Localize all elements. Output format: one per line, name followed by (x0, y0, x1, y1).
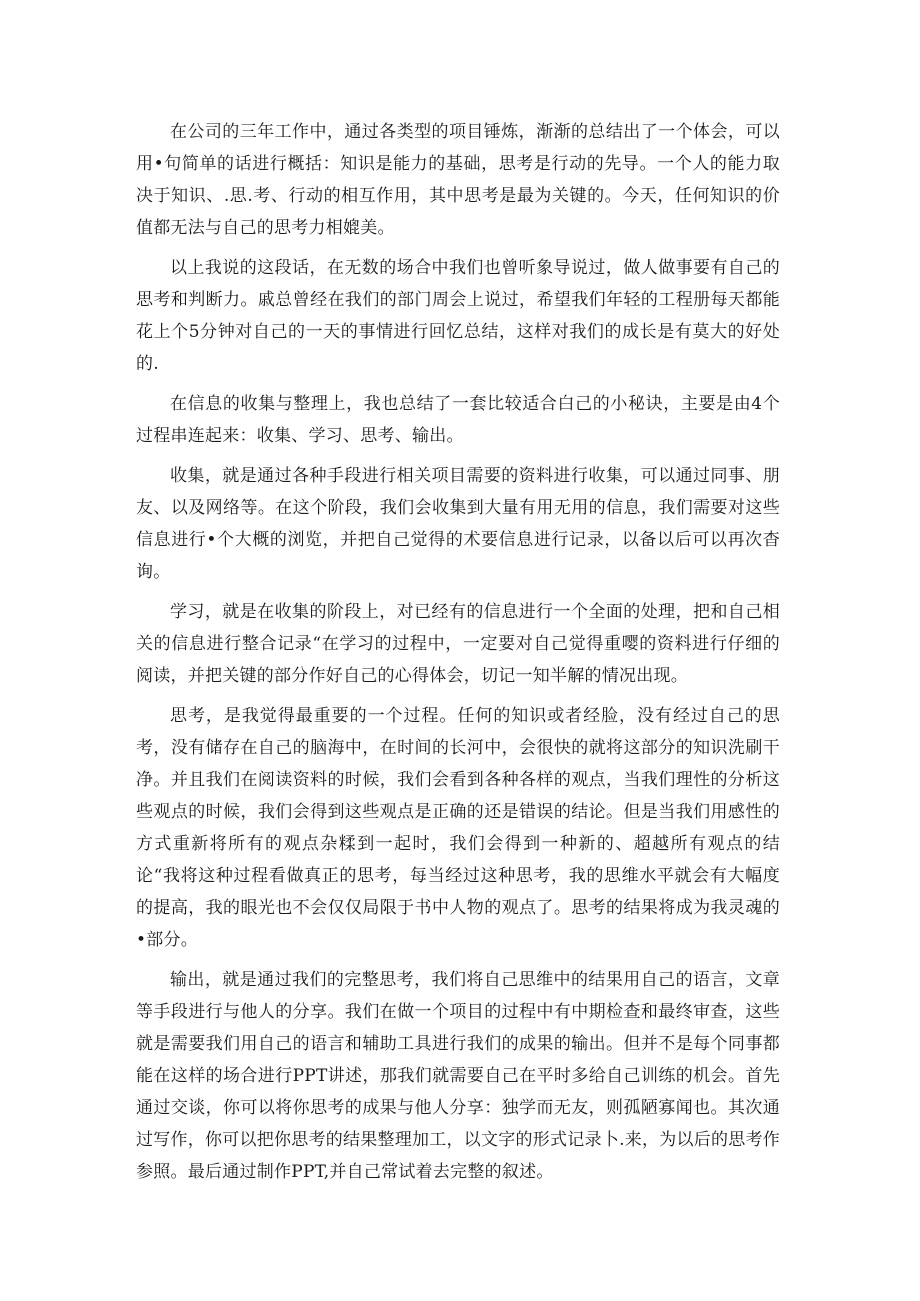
paragraph-collect: 收集，就是通过各种手段进行相关项目需要的资料进行收集，可以通过同事、朋友、以及网络等。在这个阶段，我们会收集到大量有用无用的信息，我们需要对这些信息进行•个大概的浏览，并把自己觉得的术要信息进行记录，以备以后可以再次杳询。 (136, 466, 780, 582)
paragraph-think: 思考，是我觉得最重要的一个过程。任何的知识或者经脸，没有经过自己的思考，没有储存在自己的脑海中，在时间的长河中，会很快的就将这部分的知识洗刷干净。并且我们在阅读资料的时候，我们会看到各种各样的观点，当我们理性的分析这些观点的时候，我们会得到这些观点是正确的还是错误的结论。但是当我们用感性的方式重新将所有的观点杂糅到一起时，我们会得到一种新的、超越所有观点的结论“我将这种过程看做真正的思考，每当经过这种思考，我的思维水平就会有大幅度的提高，我的眼光也不会仅仅局限于书中人物的观点了。思考的结果将成为我灵魂的•部分。 (136, 706, 780, 950)
paragraph-method-overview: 在信息的收集与整理上，我也总结了一套比较适合白己的小秘诀，主要是由4个过程串连起来：收集、学习、思考、输出。 (136, 394, 780, 446)
paragraph-leadership-advice: 以上我说的这段话，在无数的场合中我们也曾听象导说过，做人做事要有自己的思考和判断力。戚总曾经在我们的部门周会上说过，希望我们年轻的工程册每天都能花上个5分钟对自己的一天的事情进行回忆总结，这样对我们的成长是有莫大的好处的. (136, 258, 780, 374)
paragraph-output: 输出，就是通过我们的完整思考，我们将自己思维中的结果用自己的语言，文章等手段进行与他人的分享。我们在做一个项目的过程中有中期检查和最终审查，这些就是需要我们用自己的语言和辅助工具进行我们的成果的输出。但并不是每个同事都能在这样的场合进行PPT讲述，那我们就需要自己在平时多给自己训练的机会。首先通过交谈，你可以将你思考的成果与他人分享：独学而无友，则孤陋寡闻也。其次通过写作，你可以把你思考的结果整理加工，以文字的形式记录卜.来，为以后的思考作参照。最后通过制作PPT,并自己常试着去完整的叙述。 (136, 970, 780, 1182)
document-body (136, 116, 780, 1196)
paragraph-intro: 在公司的三年工作中，通过各类型的项目锤炼，渐渐的总结出了一个体会，可以用•句简单的话进行概括：知识是能力的基础，思考是行动的先导。一个人的能力取决于知识、.思.考、行动的相互作用，其中思考是最为关键的。今天，任何知识的价值都无法与自己的思考力相媲美。 (136, 122, 780, 238)
paragraph-learn: 学习，就是在收集的阶段上，对已经有的信息进行一个全面的处理，把和自己相关的信息进行整合记录“在学习的过程中，一定要对自己觉得重嘤的资料进行仔细的阅读，并把关键的部分作好自己的心得体会，切记一知半解的情况出现。 (136, 602, 780, 686)
